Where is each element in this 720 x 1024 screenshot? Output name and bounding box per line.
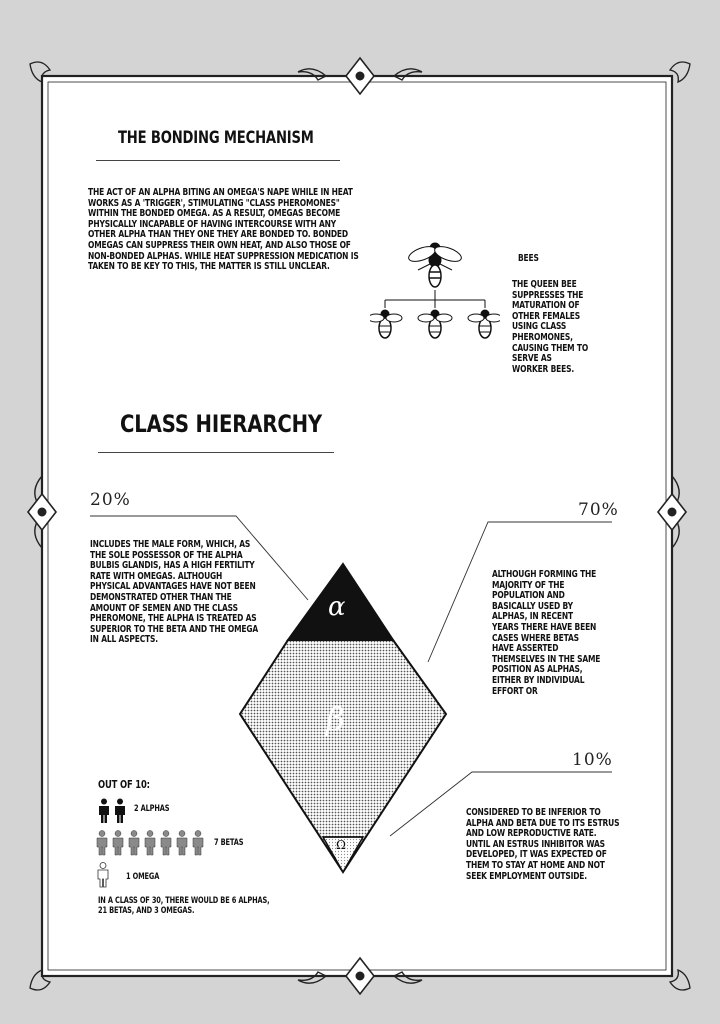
alphas-label: 2 ALPHAS <box>134 804 170 814</box>
betas-label: 7 BETAS <box>214 838 244 848</box>
alphas-figures <box>96 798 136 828</box>
beta-text: ALTHOUGH FORMING THE MAJORITY OF THE POPULATION AND BASICALLY USED BY ALPHAS, IN RECENT YEARS THERE HAVE BEEN CASES WHERE BETAS HAVE ASSERTED THEMSELVES IN THE SAME POSITION AS ALPHAS, EITHER BY INDIVIDUAL EFFORT OR <box>492 569 601 697</box>
bonding-title: THE BONDING MECHANISM <box>118 128 314 148</box>
omega-figures <box>96 862 110 892</box>
beta-person-icon <box>193 831 203 856</box>
bonding-text: THE ACT OF AN ALPHA BITING AN OMEGA'S NAPE WHILE IN HEAT WORKS AS A 'TRIGGER', STIMULATING "CLASS PHEROMONES" WITHIN THE BONDED OMEGA. AS A RESULT, OMEGAS BECOME PHYSICALLY INCAPABLE OF HAVING INTERCOURSE WITH ANY OTHER ALPHA THAN THEY ONE THEY ARE BONDED TO. BONDED OMEGAS CAN SUPPRESS THEIR OWN HEAT, AND ALSO THOSE OF NON-BONDED ALPHAS. WHILE HEAT SUPPRESSION MEDICATION IS TAKEN TO BE KEY TO THIS, THE MATTER IS STILL UNCLEAR. <box>88 187 359 273</box>
alpha-person-icon <box>99 799 109 824</box>
omega-percent: 10% <box>572 750 613 770</box>
beta-person-icon <box>161 831 171 856</box>
omega-symbol: Ω <box>336 838 346 852</box>
omega-person-icon <box>98 863 108 888</box>
omega-label: 1 OMEGA <box>126 872 160 882</box>
bees-label: BEES <box>518 253 539 264</box>
beta-person-icon <box>97 831 107 856</box>
beta-percent: 70% <box>578 500 619 520</box>
beta-symbol: β <box>326 700 345 738</box>
betas-figures <box>96 830 212 860</box>
alpha-person-icon <box>115 799 125 824</box>
alpha-symbol: α <box>328 592 346 622</box>
out-of-10-title: OUT OF 10: <box>98 779 150 791</box>
hierarchy-title: CLASS HIERARCHY <box>120 410 323 438</box>
beta-person-icon <box>113 831 123 856</box>
alpha-percent: 20% <box>90 490 131 510</box>
bees-text: THE QUEEN BEE SUPPRESSES THE MATURATION OF OTHER FEMALES USING CLASS PHEROMONES, CAUSING THEM TO SERVE AS WORKER BEES. <box>512 279 589 375</box>
alpha-text: INCLUDES THE MALE FORM, WHICH, AS THE SOLE POSSESSOR OF THE ALPHA BULBIS GLANDIS, HAS A HIGH FERTILITY RATE WITH OMEGAS. ALTHOUGH PHYSICAL ADVANTAGES HAVE NOT BEEN DEMONSTRATED OTHER THAN THE AMOUNT OF SEMEN AND THE CLASS PHEROMONE, THE ALPHA IS TREATED AS SUPERIOR TO THE BETA AND THE OMEGA IN ALL ASPECTS. <box>90 539 258 646</box>
omega-text: CONSIDERED TO BE INFERIOR TO ALPHA AND BETA DUE TO ITS ESTRUS AND LOW REPRODUCTIVE RATE. UNTIL AN ESTRUS INHIBITOR WAS DEVELOPED, IT WAS EXPECTED OF THEM TO STAY AT HOME AND NOT SEEK EMPLOYMENT OUTSIDE. <box>466 807 620 882</box>
beta-person-icon <box>177 831 187 856</box>
class-of-30-note: IN A CLASS OF 30, THERE WOULD BE 6 ALPHAS, 21 BETAS, AND 3 OMEGAS. <box>98 896 270 916</box>
beta-person-icon <box>145 831 155 856</box>
beta-person-icon <box>129 831 139 856</box>
